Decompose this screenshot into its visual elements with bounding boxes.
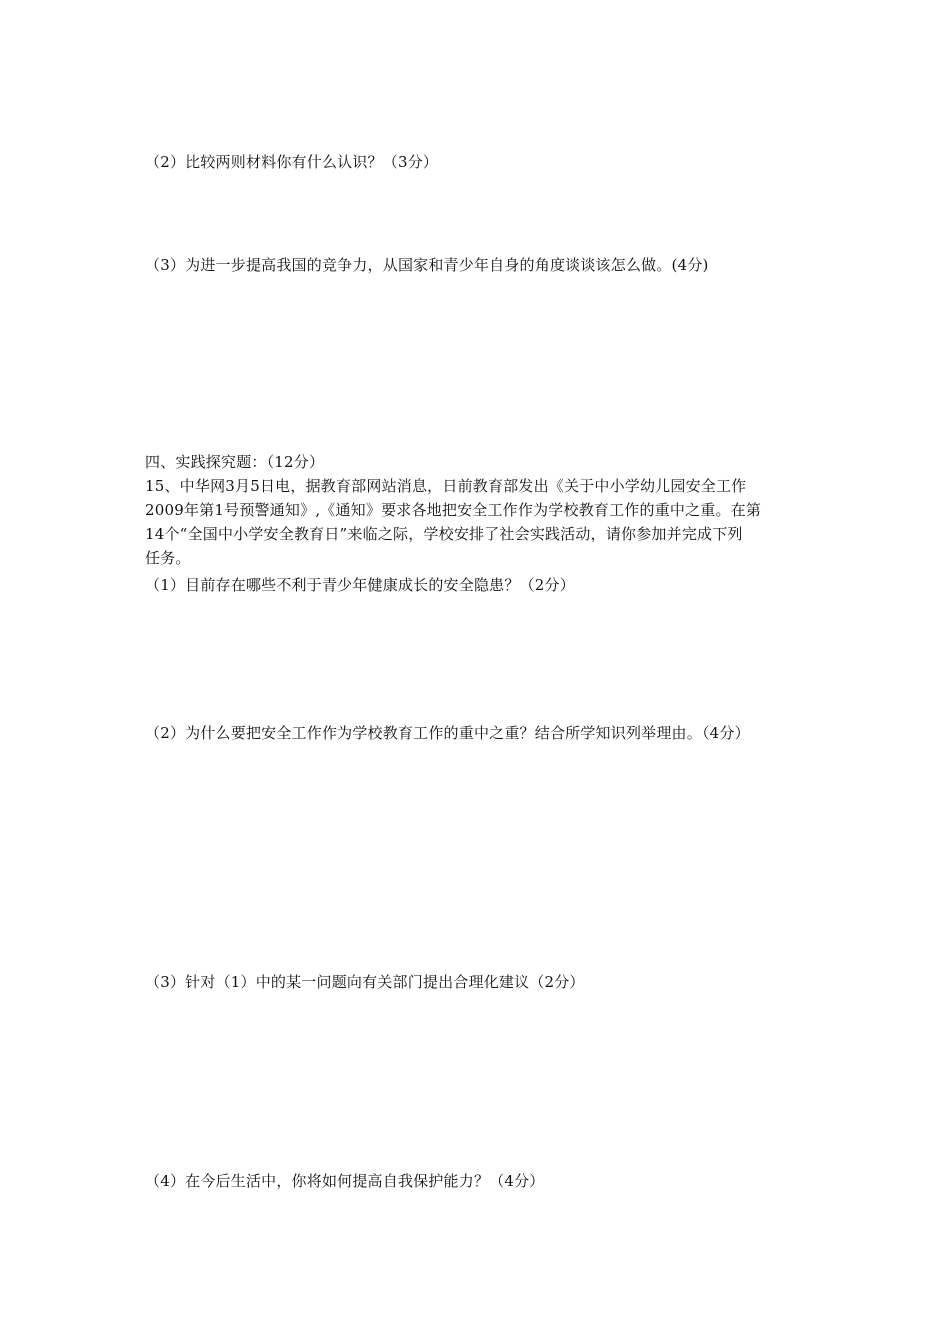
- question-15-line-1: 15、中华网3月5日电，据教育部网站消息，日前教育部发出《关于中小学幼儿园安全工作: [145, 477, 747, 495]
- question-14-3: （3）为进一步提高我国的竞争力，从国家和青少年自身的角度谈谈该怎么做。(4分): [145, 256, 709, 274]
- question-15-1: （1）目前存在哪些不利于青少年健康成长的安全隐患？（2分）: [145, 576, 575, 594]
- question-14-2: （2）比较两则材料你有什么认识？（3分）: [145, 153, 439, 171]
- question-15-stem: [145, 474, 815, 570]
- question-15-4: （4）在今后生活中，你将如何提高自我保护能力？（4分）: [145, 1172, 545, 1190]
- question-15-3: （3）针对（1）中的某一问题向有关部门提出合理化建议（2分）: [145, 973, 585, 991]
- question-15-line-4: 任务。: [145, 549, 191, 567]
- question-15-line-2: 2009年第1号预警通知》,《通知》要求各地把安全工作作为学校教育工作的重中之重。在第: [145, 501, 762, 519]
- question-15-line-3: 14个“全国中小学安全教育日”来临之际，学校安排了社会实践活动，请你参加并完成下列: [145, 525, 743, 543]
- section-4-heading: 四、实践探究题：（12分）: [145, 453, 325, 471]
- question-15-2: （2）为什么要把安全工作作为学校教育工作的重中之重？结合所学知识列举理由。（4分）: [145, 724, 750, 742]
